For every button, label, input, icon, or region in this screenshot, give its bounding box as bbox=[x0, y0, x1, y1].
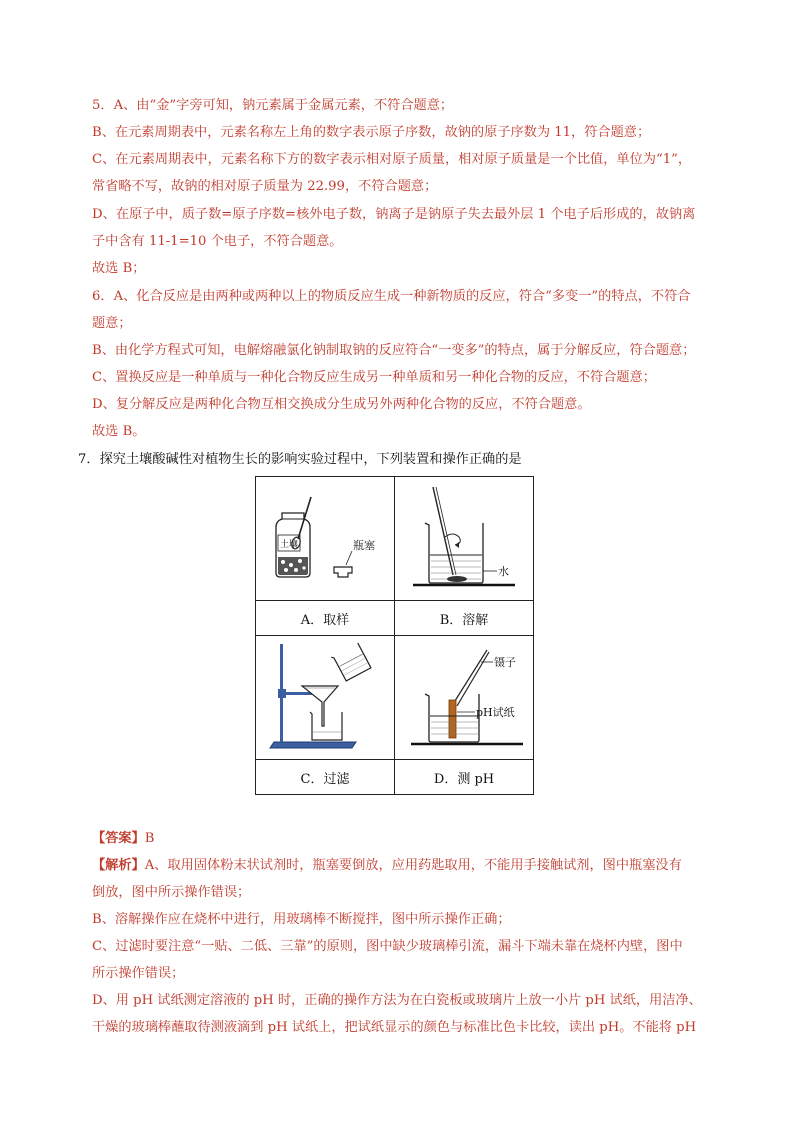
q5-line-2: B、在元素周期表中，元素名称左上角的数字表示原子序数，故钠的原子序数为 11，符合题意； bbox=[92, 125, 651, 140]
q6-line-2: 题意； bbox=[92, 316, 132, 331]
ph-paper-label: pH试纸 bbox=[476, 706, 515, 719]
q5-line-7: 故选 B； bbox=[92, 261, 146, 276]
figure-d-cell bbox=[395, 636, 534, 760]
analysis-label: 【解析】 bbox=[92, 858, 145, 873]
analysis-line-3: B、溶解操作应在烧杯中进行，用玻璃棒不断搅拌，图中所示操作正确； bbox=[92, 912, 511, 927]
stopper-label: 瓶塞 bbox=[353, 539, 375, 552]
analysis-line-7: 干燥的玻璃棒蘸取待测液滴到 pH 试纸上，把试纸显示的颜色与标准比色卡比较，读出 pH。不能将 pH bbox=[92, 1020, 697, 1035]
filtration-apparatus-illustration bbox=[256, 636, 394, 755]
analysis-line-4: C、过滤时要注意“一贴、二低、三靠”的原则，图中缺少玻璃棒引流，漏斗下端未靠在烧杯内壁，图中 bbox=[92, 939, 683, 954]
soil-label: 土壤 bbox=[279, 540, 299, 550]
analysis-line-6: D、用 pH 试纸测定溶液的 pH 时，正确的操作方法为在白瓷板或玻璃片上放一小片 pH 试纸，用洁净、 bbox=[92, 993, 702, 1008]
water-label: 水 bbox=[498, 565, 509, 578]
q6-line-3: B、由化学方程式可知，电解熔融氯化钠制取钠的反应符合“一变多”的特点，属于分解反应，符合题意； bbox=[92, 343, 696, 358]
q7-stem: 7．探究土壤酸碱性对植物生长的影响实验过程中，下列装置和操作正确的是 bbox=[78, 452, 522, 467]
dissolving-beaker-illustration bbox=[395, 477, 533, 596]
figure-a-cell bbox=[256, 477, 395, 601]
q5-line-6: 子中含有 11-1=10 个电子，不符合题意。 bbox=[92, 234, 343, 249]
ph-test-illustration bbox=[395, 636, 533, 755]
q5-line-3: C、在元素周期表中，元素名称下方的数字表示相对原子质量，相对原子质量是一个比值，单位为“1”， bbox=[92, 152, 692, 167]
sampling-jar-illustration bbox=[256, 477, 394, 596]
option-c-caption: C．过滤 bbox=[256, 760, 395, 795]
figure-b-cell bbox=[395, 477, 534, 601]
option-a-caption: A．取样 bbox=[256, 601, 395, 636]
q6-line-6: 故选 B。 bbox=[92, 424, 146, 439]
q5-line-1: 5．A、由“金”字旁可知，钠元素属于金属元素，不符合题意； bbox=[92, 98, 454, 113]
q5-line-4: 常省略不写，故钠的相对原子质量为 22.99，不符合题意； bbox=[92, 179, 438, 194]
answer-label: 【答案】 bbox=[92, 831, 145, 846]
q6-line-5: D、复分解反应是两种化合物互相交换成分生成另外两种化合物的反应，不符合题意。 bbox=[92, 397, 591, 412]
answer-value: B bbox=[144, 831, 155, 846]
option-b-caption: B．溶解 bbox=[395, 601, 534, 636]
analysis-text-1: A、取用固体粉末状试剂时，瓶塞要倒放，应用药匙取用，不能用手接触试剂，图中瓶塞没有 bbox=[144, 858, 682, 873]
analysis-line-5: 所示操作错误； bbox=[92, 966, 185, 981]
q6-line-4: C、置换反应是一种单质与一种化合物反应生成另一种单质和另一种化合物的反应，不符合题意； bbox=[92, 370, 656, 385]
q7-figure-table bbox=[255, 476, 534, 795]
answer-line bbox=[92, 829, 154, 849]
analysis-line-1 bbox=[92, 856, 682, 876]
figure-c-cell bbox=[256, 636, 395, 760]
option-d-caption: D．测 pH bbox=[395, 760, 534, 795]
analysis-line-2: 倒放，图中所示操作错误； bbox=[92, 885, 251, 900]
q5-line-5: D、在原子中，质子数=原子序数=核外电子数，钠离子是钠原子失去最外层 1 个电子后形成的，故钠离 bbox=[92, 207, 696, 222]
q6-line-1: 6．A、化合反应是由两种或两种以上的物质反应生成一种新物质的反应，符合“多变一”的特点，不符合 bbox=[92, 289, 691, 304]
tweezers-label: 镊子 bbox=[494, 656, 516, 669]
